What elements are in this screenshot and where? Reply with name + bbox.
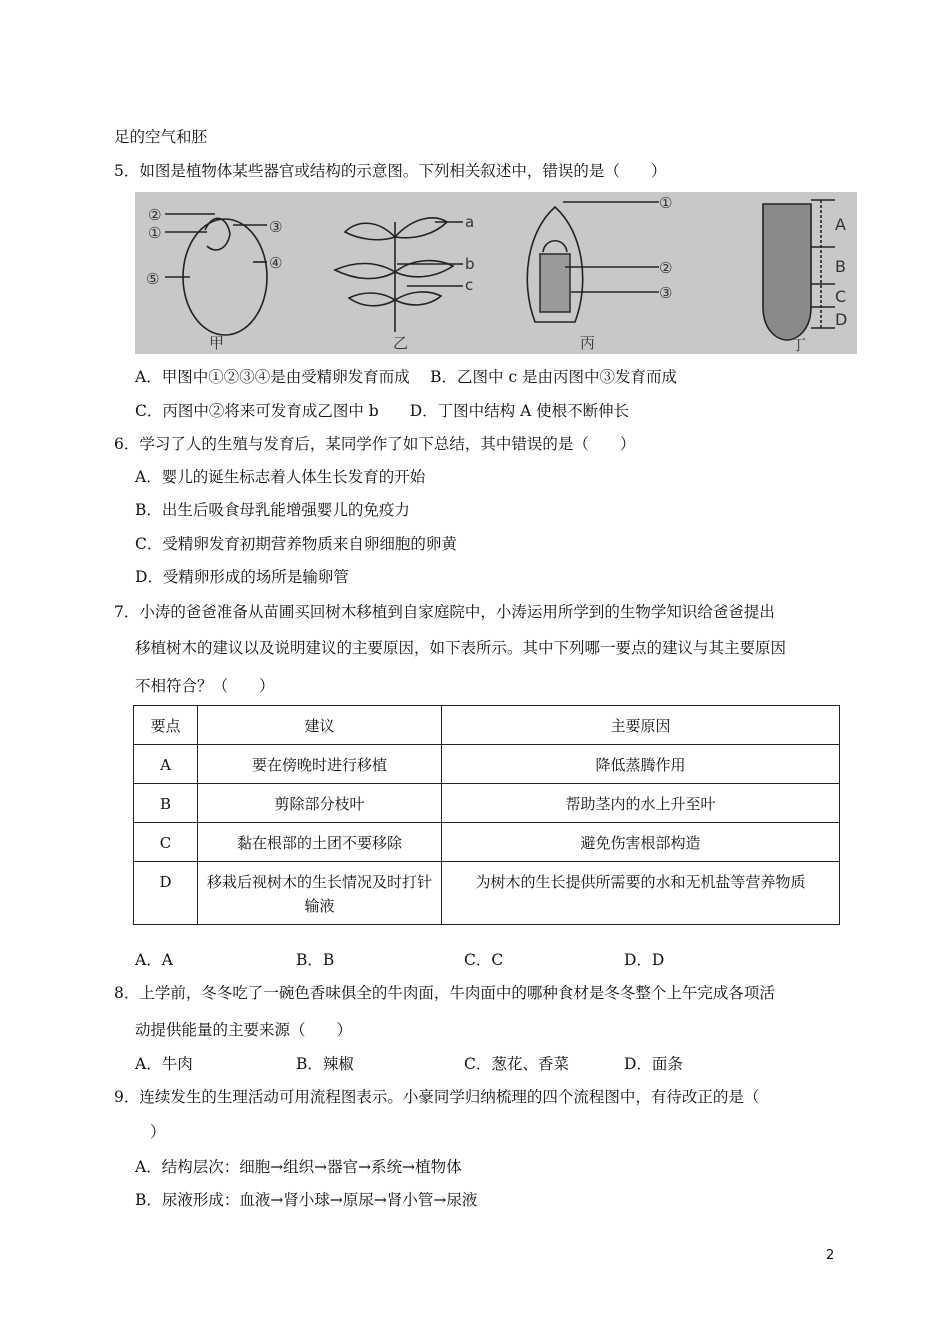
fig-label-b3: ③ [659,284,673,302]
q7-stem-line3: 不相符合？（ ） [135,677,275,695]
q5-options-row1: A．甲图中①②③④是由受精卵发育而成 B．乙图中 c 是由丙图中③发育而成 [135,368,678,386]
table-cell: 剪除部分枝叶 [198,784,442,823]
fig-label-ding: 丁 [791,336,807,354]
root-tip-diagram [763,200,835,340]
fig-label-c2: ② [148,206,162,224]
q8-answer-c: C．葱花、香菜 [464,1055,569,1073]
fig-label-b1: ① [659,194,673,212]
q7-stem-line1: 7．小涛的爸爸准备从苗圃买回树木移植到自家庭院中，小涛运用所学到的生物学知识给爸爸提出 [114,603,775,621]
table-header-cell: 建议 [198,706,442,745]
q8-answer-b: B．辣椒 [296,1055,354,1073]
q7-answer-c: C．C [464,951,504,969]
fig-label-A: A [835,215,846,234]
q8-answer-a: A．牛肉 [135,1055,193,1073]
q6-option-d: D．受精卵形成的场所是输卵管 [135,568,349,586]
table-row [134,823,840,862]
table-row [134,862,840,925]
table-cell: A [134,745,198,784]
q9-option-b: B．尿液形成：血液→肾小球→原尿→肾小管→尿液 [135,1191,478,1209]
table-cell: B [134,784,198,823]
seed-diagram [165,214,267,335]
q9-stem-line1: 9．连续发生的生理活动可用流程图表示。小豪同学归纳梳理的四个流程图中，有待改正的是（ [114,1088,760,1106]
q5-options-row2: C．丙图中②将来可发育成乙图中 b D．丁图中结构 A 使根不断伸长 [135,402,630,420]
fig-label-yi: 乙 [393,334,409,352]
fig-label-bing: 丙 [580,334,596,352]
table-cell: 为树木的生长提供所需要的水和无机盐等营养物质 [442,862,840,925]
q7-stem-line2: 移植树木的建议以及说明建议的主要原因，如下表所示。其中下列哪一要点的建议与其主要原因 [135,639,787,657]
text-fragment: 足的空气和胚 [114,128,208,146]
q5-figure-svg [135,192,857,354]
table-cell: D [134,862,198,925]
fig-label-c5: ⑤ [146,270,160,288]
q7-table [133,705,840,925]
fig-label-B: B [835,257,846,276]
q9-option-a: A．结构层次：细胞→组织→器官→系统→植物体 [135,1158,462,1176]
bud-diagram [527,202,659,322]
q5-figure [135,192,857,354]
table-cell: C [134,823,198,862]
table-header-cell: 主要原因 [442,706,840,745]
table-cell: 帮助茎内的水上升至叶 [442,784,840,823]
fig-label-c: c [465,276,474,294]
q7-answer-d: D．D [624,951,665,969]
q9-stem-line2: ） [150,1123,166,1141]
q6-stem: 6．学习了人的生殖与发育后，某同学作了如下总结，其中错误的是（ ） [114,435,636,453]
fig-label-D: D [835,310,848,329]
q8-stem-line1: 8．上学前，冬冬吃了一碗色香味俱全的牛肉面，牛肉面中的哪种食材是冬冬整个上午完成各项活 [114,984,775,1002]
table-header-row [134,706,840,745]
fig-label-jia: 甲 [209,334,225,352]
fig-label-b2: ② [659,259,673,277]
shoot-diagram [335,218,463,332]
table-cell: 避免伤害根部构造 [442,823,840,862]
page-number: 2 [826,1248,835,1263]
q8-answer-d: D．面条 [624,1055,683,1073]
q5-stem: 5．如图是植物体某些器官或结构的示意图。下列相关叙述中，错误的是（ ） [114,162,667,180]
table-cell: 移栽后视树木的生长情况及时打针输液 [198,862,442,925]
table-header-cell: 要点 [134,706,198,745]
fig-label-a: a [465,213,475,231]
q7-answer-b: B．B [296,951,335,969]
q8-stem-line2: 动提供能量的主要来源（ ） [135,1021,353,1039]
q7-answer-a: A．A [135,951,173,969]
q6-option-a: A．婴儿的诞生标志着人体生长发育的开始 [135,468,426,486]
fig-label-C: C [835,287,847,306]
table-cell: 要在傍晚时进行移植 [198,745,442,784]
fig-label-c1: ① [148,224,162,242]
fig-label-c3: ③ [269,218,283,236]
table-cell: 黏在根部的土团不要移除 [198,823,442,862]
fig-label-c4: ④ [269,254,283,272]
table-row [134,745,840,784]
table-cell: 降低蒸腾作用 [442,745,840,784]
q6-option-c: C．受精卵发育初期营养物质来自卵细胞的卵黄 [135,535,457,553]
table-row [134,784,840,823]
q6-option-b: B．出生后吸食母乳能增强婴儿的免疫力 [135,501,410,519]
fig-label-b: b [465,255,475,273]
